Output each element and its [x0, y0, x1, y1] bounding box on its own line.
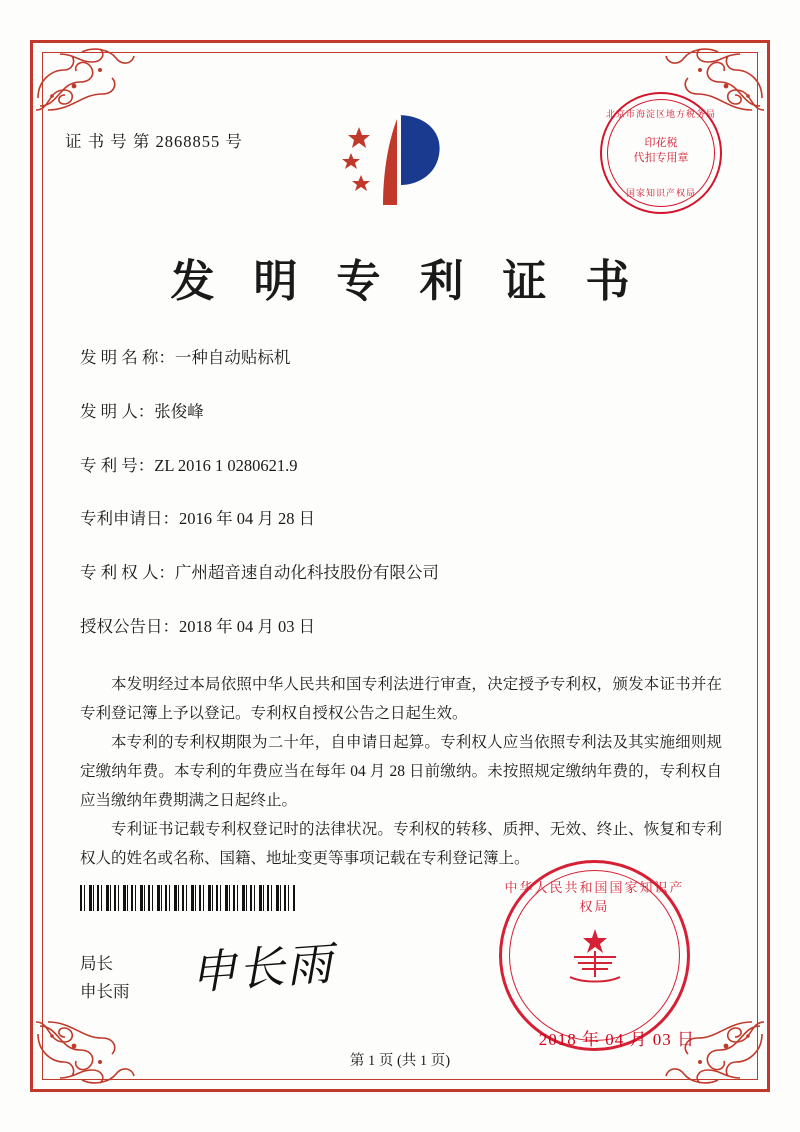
cnipa-logo-icon — [335, 105, 465, 215]
field-label: 专 利 权 人： — [80, 563, 175, 583]
field-value: ZL 2016 1 0280621.9 — [154, 455, 298, 475]
field-list — [80, 348, 720, 671]
director-handwritten-signature: 申长雨 — [188, 938, 336, 999]
certificate-content — [60, 70, 740, 1069]
field-value: 广州超音速自动化科技股份有限公司 — [174, 563, 439, 583]
field-value: 2016 年 04 月 28 日 — [179, 509, 316, 529]
paragraph-1: 本发明经过本局依照中华人民共和国专利法进行审查，决定授予专利权，颁发本证书并在专利登记簿上予以登记。专利权自授权公告之日起生效。 — [80, 676, 722, 722]
tax-stamp-seal — [600, 92, 722, 214]
seal-date: 2018 年 04 月 03 日 — [538, 1030, 695, 1049]
field-label: 发 明 人： — [80, 401, 155, 421]
seal-arc-bottom-text: 国家知识产权局 — [625, 188, 696, 198]
official-seal — [499, 860, 690, 1051]
certificate-number: 证 书 号 第 2868855 号 — [65, 132, 243, 151]
field-application-date — [80, 509, 720, 529]
legal-text — [80, 670, 722, 873]
field-label: 发 明 名 称： — [80, 348, 175, 367]
field-value: 一种自动贴标机 — [174, 348, 291, 367]
national-emblem-icon — [560, 921, 630, 991]
field-grant-date — [80, 617, 720, 637]
field-invention-name — [80, 348, 720, 368]
patent-barcode — [80, 885, 295, 911]
field-patent-number — [80, 456, 720, 476]
field-label: 授权公告日： — [80, 616, 179, 636]
page-footer: 第 1 页 (共 1 页) — [349, 1053, 451, 1069]
field-patentee — [80, 563, 720, 583]
paragraph-3: 专利证书记载专利权登记时的法律状况。专利权的转移、质押、无效、终止、恢复和专利权人的姓名或名称、国籍、地址变更等事项记载在专利登记簿上。 — [80, 821, 722, 867]
director-name-label: 申长雨 — [80, 982, 130, 1001]
field-label: 专利申请日： — [80, 509, 179, 529]
field-label: 专 利 号： — [80, 455, 155, 475]
signature-block — [80, 950, 130, 1006]
page-title: 发 明 专 利 证 书 — [170, 257, 644, 306]
seal-arc-top-text: 中华人民共和国国家知识产权局 — [504, 880, 685, 914]
field-value: 2018 年 04 月 03 日 — [179, 616, 316, 636]
director-title-label: 局长 — [80, 954, 113, 973]
seal-mid-line-2: 代扣专用章 — [633, 152, 689, 164]
field-value: 张俊峰 — [154, 401, 204, 421]
seal-mid-line-1: 印花税 — [644, 137, 678, 149]
paragraph-2: 本专利的专利权期限为二十年，自申请日起算。专利权人应当依照专利法及其实施细则规定缴纳年费。本专利的年费应当在每年 04 月 28 日前缴纳。未按照规定缴纳年费的，专利权自应当缴纳年费期满之日起终止。 — [80, 734, 722, 809]
seal-arc-top-text: 北京市海淀区地方税务局 — [605, 109, 716, 119]
field-inventor — [80, 402, 720, 422]
